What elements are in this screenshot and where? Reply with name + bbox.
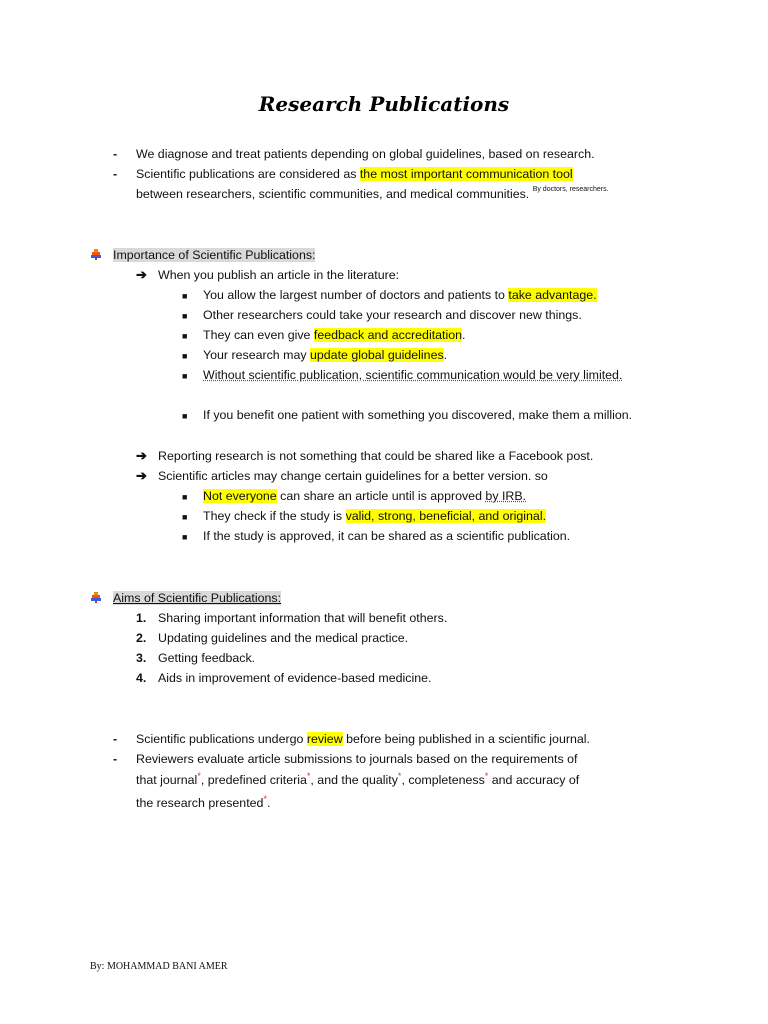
highlight: the most important communication tool (359, 167, 573, 181)
review-line-3: that journal*, predefined criteria*, and the quality*, completeness* and accuracy of (136, 771, 580, 787)
superscript-note: By doctors, researchers. (532, 186, 609, 193)
square-bullet-icon: ■ (182, 512, 188, 522)
bullet-item: If you benefit one patient with something you discovered, make them a million. (203, 408, 633, 422)
intro-line-1: We diagnose and treat patients depending on global guidelines, based on research. (136, 147, 595, 161)
asterisk: * (397, 771, 402, 781)
list-item: Updating guidelines and the medical practice. (158, 631, 409, 645)
square-bullet-icon: ■ (182, 351, 188, 361)
list-item: Sharing important information that will benefit others. (158, 611, 448, 625)
section-icon (90, 591, 102, 606)
dash-bullet: - (113, 732, 118, 746)
arrow-item-1: When you publish an article in the literature: (158, 268, 400, 282)
square-bullet-icon: ■ (182, 291, 188, 301)
square-bullet-icon: ■ (182, 311, 188, 321)
dash-bullet: - (113, 167, 118, 181)
list-number: 1. (136, 611, 147, 625)
bullet-item: They can even give feedback and accreditation. (203, 328, 466, 342)
arrow-item-3: Scientific articles may change certain guidelines for a better version. so (158, 469, 548, 483)
arrow-icon: ➔ (136, 448, 147, 463)
bullet-item: Not everyone can share an article until is approved by IRB. (203, 489, 527, 503)
intro-line-2: Scientific publications are considered as the most important communication tool (136, 167, 573, 181)
list-item: Getting feedback. (158, 651, 256, 665)
page-title: Research Publications (258, 92, 510, 116)
arrow-icon: ➔ (136, 468, 147, 483)
list-number: 4. (136, 671, 147, 685)
bullet-item: If the study is approved, it can be shared as a scientific publication. (203, 529, 571, 543)
list-number: 3. (136, 651, 147, 665)
arrow-item-2: Reporting research is not something that could be shared like a Facebook post. (158, 449, 594, 463)
asterisk: * (197, 771, 201, 781)
review-line-1: Scientific publications undergo review before being published in a scientific journal. (136, 732, 590, 746)
footer-author: By: MOHAMMAD BANI AMER (90, 961, 228, 972)
review-line-4: the research presented*. (136, 794, 271, 810)
section-icon (90, 248, 102, 263)
square-bullet-icon: ■ (182, 492, 188, 502)
asterisk: * (263, 794, 267, 804)
bullet-item: They check if the study is valid, strong, beneficial, and original. (203, 509, 547, 523)
section-heading-importance: Importance of Scientific Publications: (113, 248, 316, 262)
bullet-item: Without scientific publication, scientific communication would be very limited. (203, 368, 623, 382)
list-number: 2. (136, 631, 147, 645)
bullet-item: Other researchers could take your research and discover new things. (203, 308, 582, 322)
square-bullet-icon: ■ (182, 371, 188, 381)
section-heading-aims: Aims of Scientific Publications: (113, 591, 282, 605)
list-item: Aids in improvement of evidence-based medicine. (158, 671, 432, 685)
square-bullet-icon: ■ (182, 532, 188, 542)
square-bullet-icon: ■ (182, 411, 188, 421)
asterisk: * (484, 771, 489, 781)
dash-bullet: - (113, 147, 118, 161)
bullet-item: You allow the largest number of doctors and patients to take advantage. (203, 288, 597, 302)
arrow-icon: ➔ (136, 267, 147, 282)
asterisk: * (306, 771, 311, 781)
dash-bullet: - (113, 752, 118, 766)
bullet-item: Your research may update global guidelines. (203, 348, 448, 362)
review-line-2: Reviewers evaluate article submissions to journals based on the requirements of (136, 752, 578, 766)
square-bullet-icon: ■ (182, 331, 188, 341)
intro-line-3: between researchers, scientific communities, and medical communities. $^{By doctors, researchers.}$ (136, 186, 609, 201)
